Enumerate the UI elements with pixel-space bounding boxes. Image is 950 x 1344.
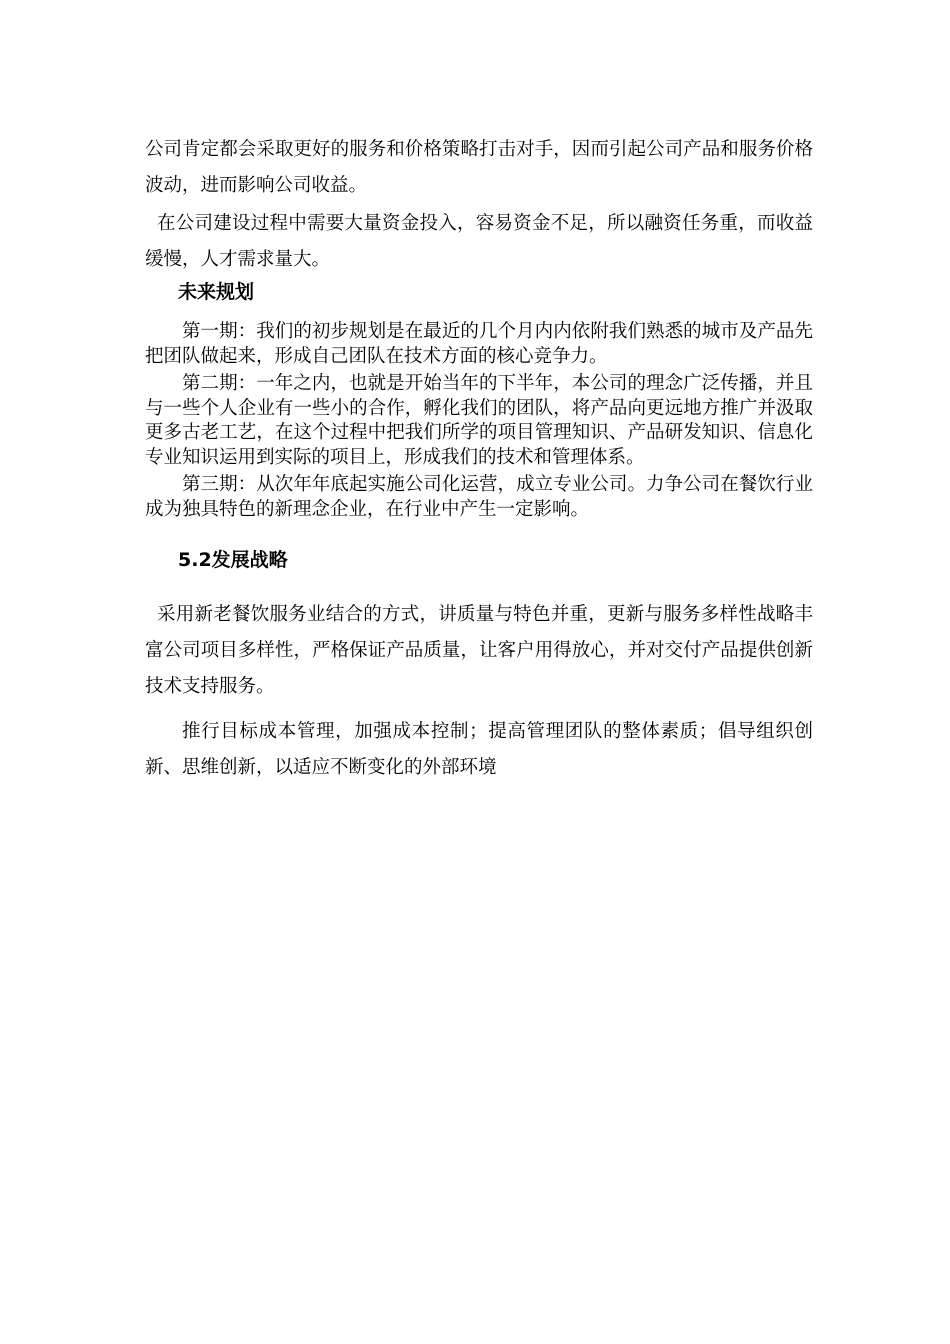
paragraph-phase-one: 第一期：我们的初步规划是在最近的几个月内内依附我们熟悉的城市及产品先把团队做起来，形成自己团队在技术方面的核心竞争力。 [145, 321, 813, 367]
paragraph-price-fluctuation: 公司肯定都会采取更好的服务和价格策略打击对手，因而引起公司产品和服务价格波动，进而影响公司收益。 [145, 139, 813, 196]
paragraph-cost-management: 推行目标成本管理，加强成本控制；提高管理团队的整体素质；倡导组织创新、思维创新，以适应不断变化的外部环境 [145, 721, 813, 778]
paragraph-phase-three: 第三期：从次年年底起实施公司化运营，成立专业公司。力争公司在餐饮行业成为独具特色的新理念企业，在行业中产生一定影响。 [145, 474, 813, 520]
paragraph-phase-two: 第二期：一年之内，也就是开始当年的下半年，本公司的理念广泛传播，并且与一些个人企业有一些小的合作，孵化我们的团队，将产品向更远地方推广并汲取更多古老工艺，在这个过程中把我们所学的项目管理知识、产品研发知识、信息化专业知识运用到实际的项目上，形成我们的技术和管理体系。 [145, 373, 813, 468]
paragraph-funding-risk: 在公司建设过程中需要大量资金投入，容易资金不足，所以融资任务重，而收益缓慢，人才需求量大。 [145, 213, 813, 270]
section-heading-future-plan: 未来规划 [178, 281, 255, 303]
paragraph-strategy-approach: 采用新老餐饮服务业结合的方式，讲质量与特色并重，更新与服务多样性战略丰富公司项目多样性，严格保证产品质量，让客户用得放心，并对交付产品提供创新技术支持服务。 [145, 604, 813, 697]
section-heading-development-strategy: 5.2发展战略 [178, 549, 288, 571]
